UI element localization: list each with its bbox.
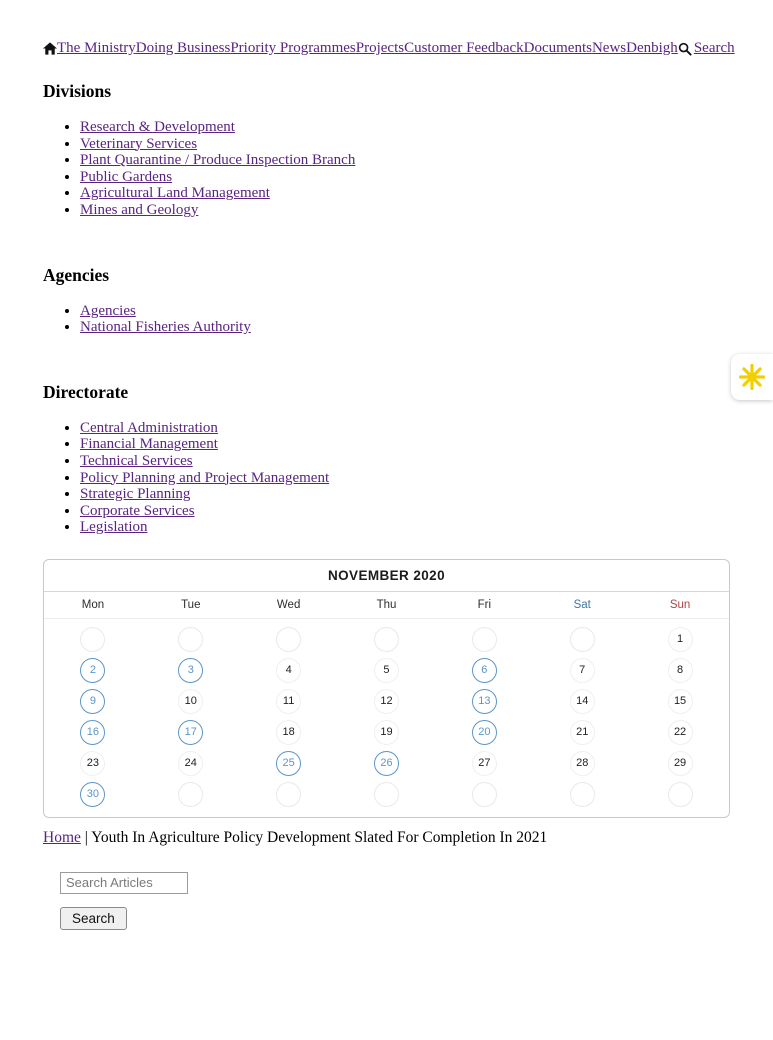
nav-link-doing-business[interactable]: Doing Business (135, 40, 231, 56)
calendar-day-30[interactable]: 30 (80, 782, 105, 807)
calendar-day-11[interactable]: 11 (276, 689, 301, 714)
section-title-agencies: Agencies (43, 264, 110, 285)
section-link[interactable]: Policy Planning and Project Management (80, 469, 330, 486)
calendar-empty-cell (276, 627, 301, 652)
list-item (80, 152, 730, 169)
section-list-directorate (43, 420, 730, 536)
calendar-day-29[interactable]: 29 (668, 751, 693, 776)
day-header-tue: Tue (181, 598, 201, 611)
section-link[interactable]: Research & Development (80, 119, 235, 135)
calendar-day-24[interactable]: 24 (178, 751, 203, 776)
calendar-empty-cell (374, 627, 399, 652)
day-header-sun: Sun (669, 598, 691, 611)
list-item (80, 519, 730, 536)
day-header-fri: Fri (477, 598, 492, 611)
section-link[interactable]: Strategic Planning (80, 486, 191, 503)
calendar-day-26[interactable]: 26 (374, 751, 399, 776)
section-link[interactable]: Agencies (80, 302, 136, 319)
section-link[interactable]: Public Gardens (80, 168, 173, 185)
list-item (80, 420, 730, 437)
nav-link-the-ministry[interactable]: The Ministry (57, 40, 136, 56)
calendar-empty-cell (668, 782, 693, 807)
day-header-thu: Thu (376, 598, 397, 611)
section-link[interactable]: Central Administration (80, 419, 218, 436)
section-link[interactable]: Agricultural Land Management (80, 185, 270, 202)
accessibility-widget-button[interactable] (731, 354, 773, 400)
nav-link-priority-programmes[interactable]: Priority Programmes (230, 40, 356, 56)
calendar-empty-cell (80, 627, 105, 652)
article-search (43, 872, 730, 930)
calendar-empty-cell (570, 627, 595, 652)
search-icon (678, 42, 692, 56)
section-link[interactable]: Plant Quarantine / Produce Inspection Branch (80, 152, 356, 169)
list-item (80, 470, 730, 487)
list-item (80, 436, 730, 453)
calendar-day-6[interactable]: 6 (472, 658, 497, 683)
calendar-day-19[interactable]: 19 (374, 720, 399, 745)
day-header-wed: Wed (276, 598, 301, 611)
calendar-empty-cell (472, 782, 497, 807)
calendar-day-1[interactable]: 1 (668, 627, 693, 652)
nav-search-link[interactable] (678, 40, 735, 57)
asterisk-icon (738, 363, 766, 391)
top-nav (43, 40, 735, 57)
list-item (80, 136, 730, 153)
breadcrumb-separator: | (84, 828, 88, 846)
calendar-empty-cell (178, 627, 203, 652)
section-list-agencies (43, 303, 730, 336)
calendar-day-23[interactable]: 23 (80, 751, 105, 776)
calendar-empty-cell (472, 627, 497, 652)
calendar-empty-cell (374, 782, 399, 807)
nav-link-denbigh[interactable]: Denbigh (626, 40, 678, 56)
list-item (80, 503, 730, 520)
calendar-grid (44, 619, 729, 817)
breadcrumb-title: Youth In Agriculture Policy Development Slated For Completion In 2021 (91, 828, 548, 846)
calendar-day-10[interactable]: 10 (178, 689, 203, 714)
list-item (80, 453, 730, 470)
breadcrumb-home-link[interactable]: Home (43, 828, 81, 846)
section-link[interactable]: Mines and Geology (80, 201, 199, 218)
list-item (80, 303, 730, 320)
list-item (80, 169, 730, 186)
sections (43, 81, 730, 536)
calendar-day-21[interactable]: 21 (570, 720, 595, 745)
calendar-day-4[interactable]: 4 (276, 658, 301, 683)
calendar-day-8[interactable]: 8 (668, 658, 693, 683)
nav-link-news[interactable]: News (591, 40, 627, 56)
list-item (80, 486, 730, 503)
calendar-day-22[interactable]: 22 (668, 720, 693, 745)
calendar-day-9[interactable]: 9 (80, 689, 105, 714)
section-link[interactable]: Corporate Services (80, 502, 195, 519)
section-link[interactable]: Veterinary Services (80, 135, 198, 152)
page (0, 40, 773, 930)
calendar-day-headers (44, 592, 729, 619)
calendar-day-13[interactable]: 13 (472, 689, 497, 714)
section-link[interactable]: Technical Services (80, 452, 193, 469)
calendar-day-20[interactable]: 20 (472, 720, 497, 745)
breadcrumb (43, 829, 730, 847)
section-link[interactable]: Financial Management (80, 436, 218, 453)
nav-link-documents[interactable]: Documents (523, 40, 592, 56)
calendar-day-7[interactable]: 7 (570, 658, 595, 683)
section-title-directorate: Directorate (43, 381, 129, 402)
calendar-day-2[interactable]: 2 (80, 658, 105, 683)
list-item (80, 185, 730, 202)
search-articles-button[interactable]: Search (60, 907, 127, 930)
calendar-day-3[interactable]: 3 (178, 658, 203, 683)
nav-link-projects[interactable]: Projects (355, 40, 405, 56)
section-list-divisions (43, 119, 730, 219)
calendar-day-16[interactable]: 16 (80, 720, 105, 745)
calendar-day-25[interactable]: 25 (276, 751, 301, 776)
section-title-divisions: Divisions (43, 81, 112, 101)
search-articles-input[interactable] (60, 872, 188, 894)
calendar-title: NOVEMBER 2020 (44, 560, 729, 592)
list-item (80, 319, 730, 336)
calendar-day-14[interactable]: 14 (570, 689, 595, 714)
calendar-day-18[interactable]: 18 (276, 720, 301, 745)
home-icon (43, 42, 57, 55)
list-item (80, 202, 730, 219)
calendar-day-12[interactable]: 12 (374, 689, 399, 714)
day-header-mon: Mon (81, 598, 105, 611)
home-link[interactable] (43, 42, 57, 55)
calendar (43, 559, 730, 818)
calendar-day-28[interactable]: 28 (570, 751, 595, 776)
calendar-day-5[interactable]: 5 (374, 658, 399, 683)
calendar-empty-cell (570, 782, 595, 807)
nav-link-customer-feedback[interactable]: Customer Feedback (404, 40, 524, 56)
calendar-day-15[interactable]: 15 (668, 689, 693, 714)
list-item (80, 119, 730, 136)
calendar-day-27[interactable]: 27 (472, 751, 497, 776)
calendar-day-17[interactable]: 17 (178, 720, 203, 745)
nav-search-label: Search (693, 40, 735, 56)
calendar-empty-cell (276, 782, 301, 807)
section-link[interactable]: Legislation (80, 519, 148, 536)
day-header-sat: Sat (573, 598, 591, 611)
section-link[interactable]: National Fisheries Authority (80, 319, 251, 336)
calendar-empty-cell (178, 782, 203, 807)
